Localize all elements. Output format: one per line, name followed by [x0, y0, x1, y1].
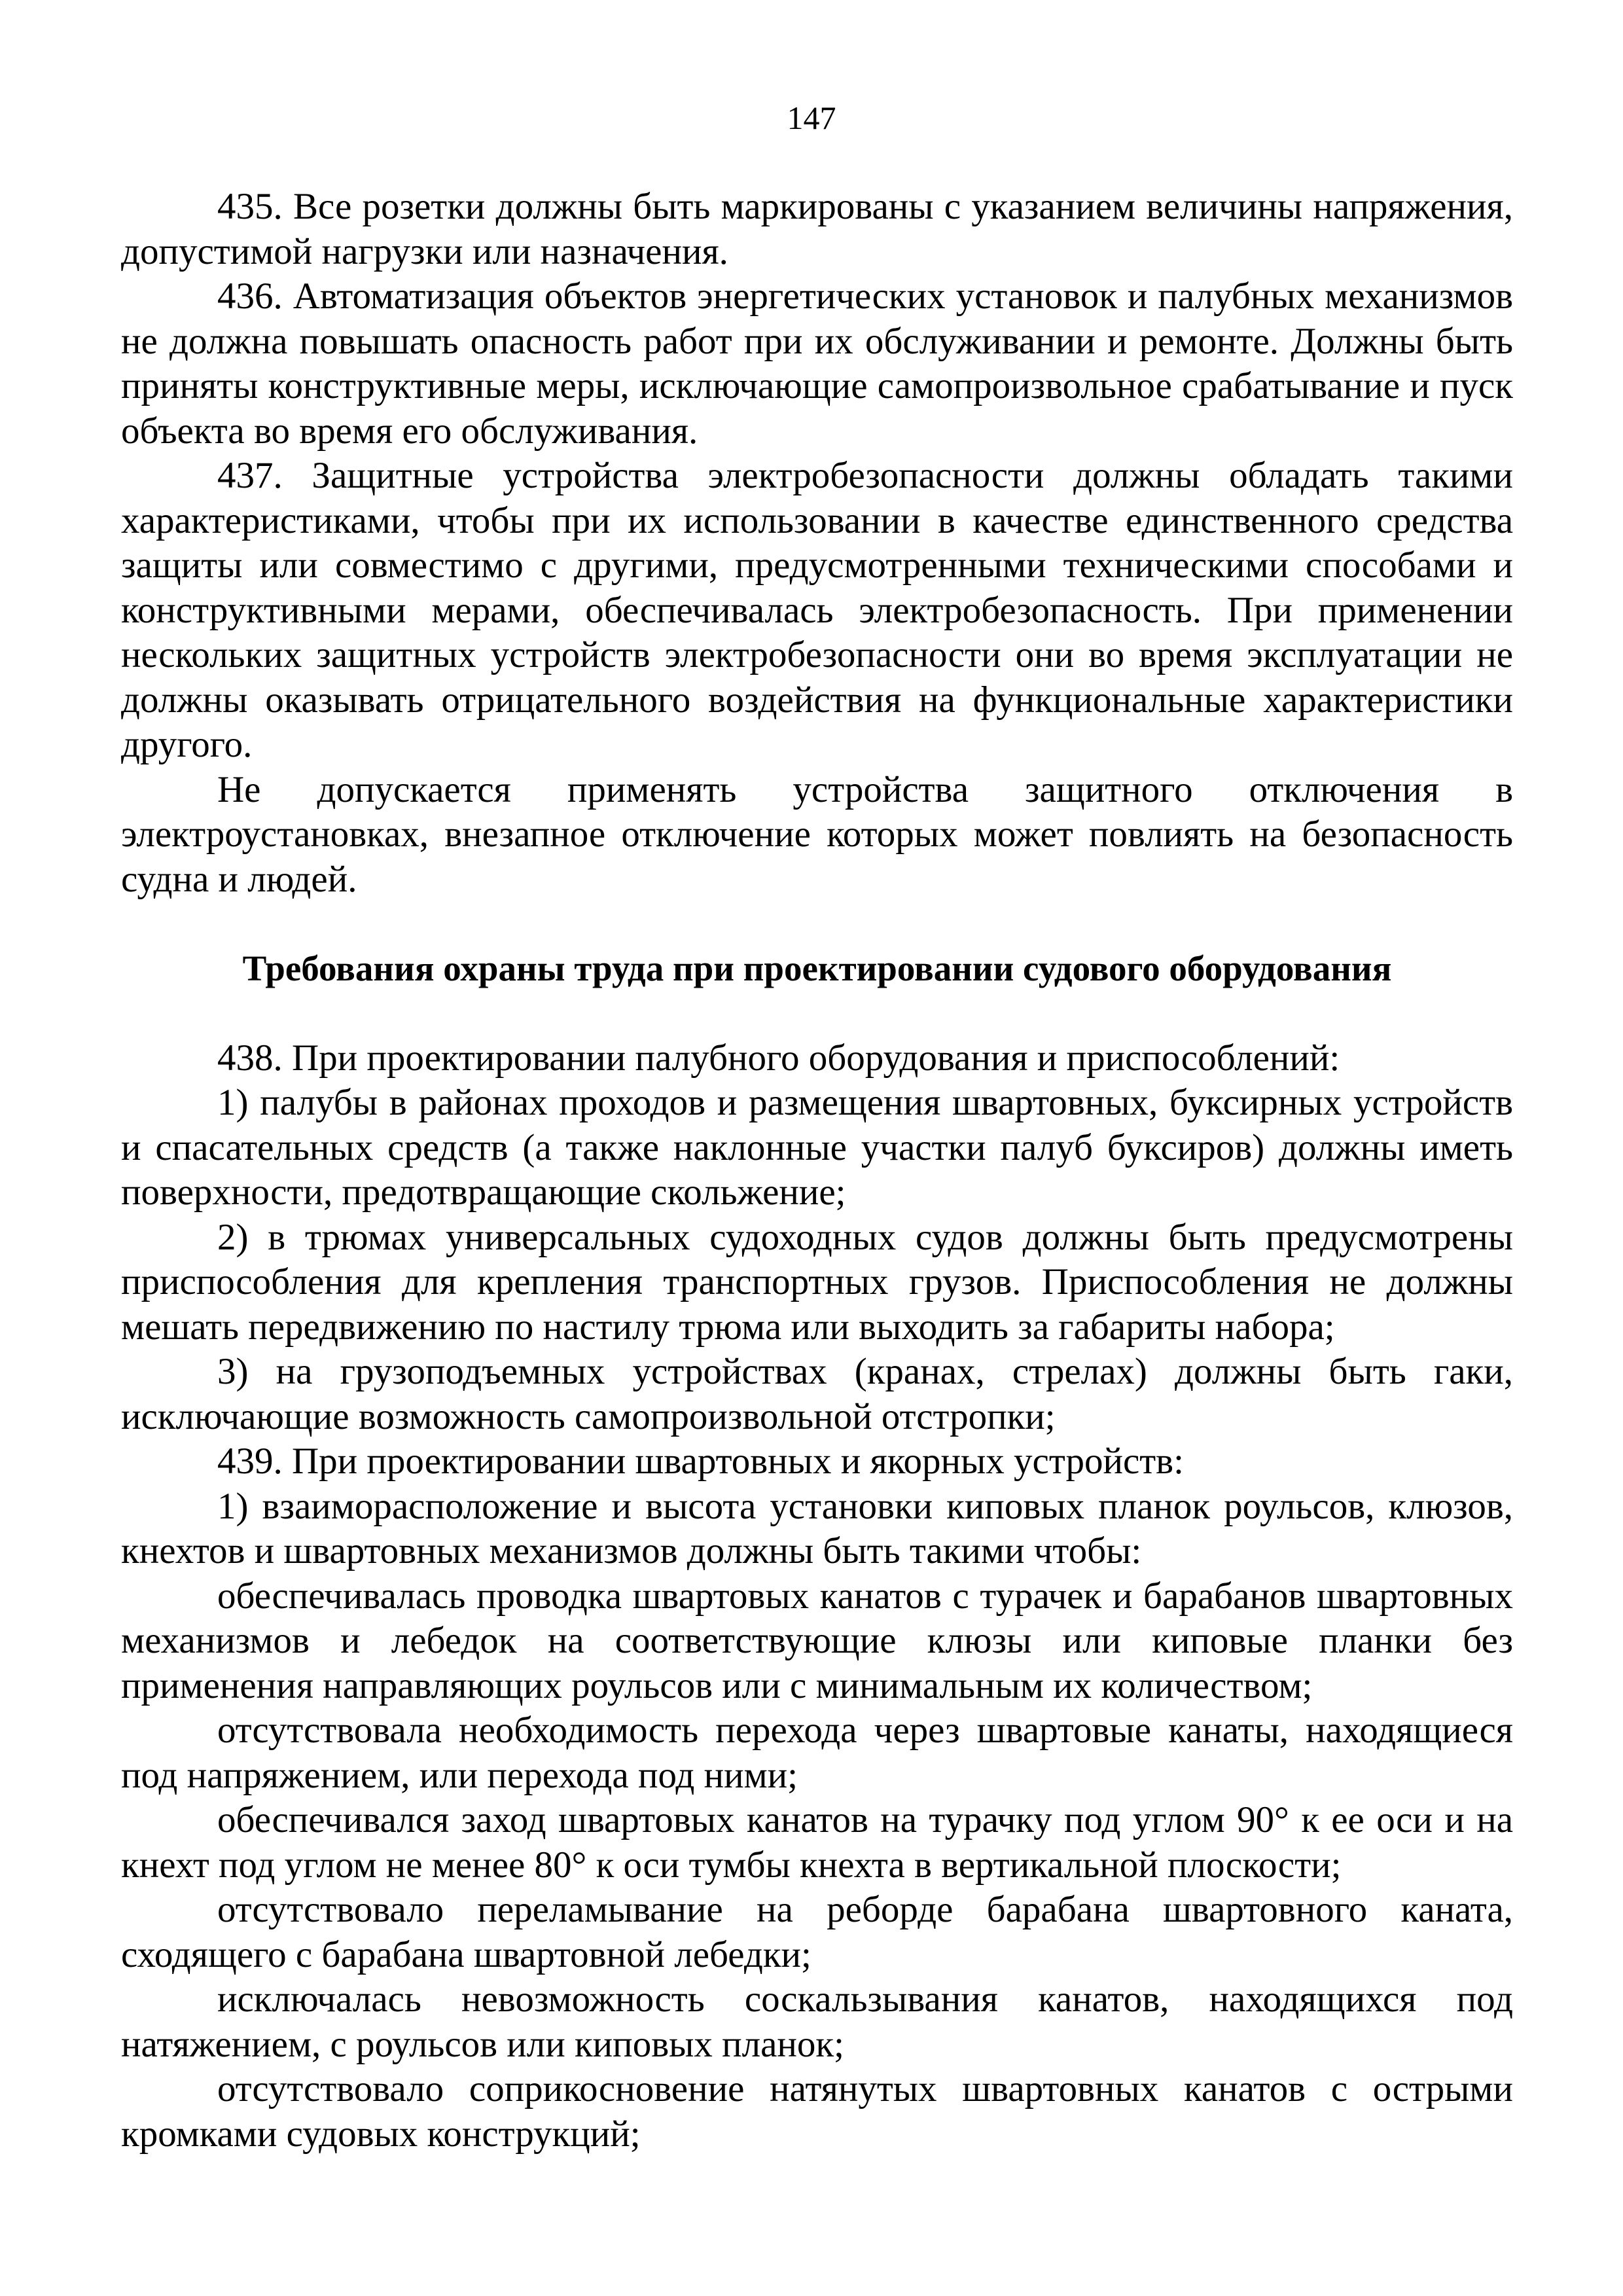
paragraph-436: 436. Автоматизация объектов энергетических установок и палубных механизмов не должна повышать опасность работ при их обслуживании и ремонте. Должны быть приняты конструктивные меры, исключающие самопроизвольное срабатывание и пуск объекта во время его обслуживания.	[121, 276, 1513, 452]
paragraph-438-item-1: 1) палубы в районах проходов и размещения швартовных, буксирных устройств и спасательных средств (а также наклонные участки палуб буксиров) должны иметь поверхности, предотвращающие скольжение;	[121, 1082, 1513, 1213]
paragraph-437-note: Не допускается применять устройства защитного отключения в электроустановках, внезапное отключение которых может повлиять на безопасность судна и людей.	[121, 768, 1513, 900]
paragraph-439: 439. При проектировании швартовных и якорных устройств:	[217, 1441, 1184, 1482]
paragraph-439-sub-6: отсутствовало соприкосновение натянутых швартовных канатов с острыми кромками судовых конструкций;	[121, 2068, 1513, 2155]
paragraph-438: 438. При проектировании палубного оборудования и приспособлений:	[217, 1037, 1340, 1079]
paragraph-437: 437. Защитные устройства электробезопасности должны обладать такими характеристиками, чтобы при их использовании в качестве единственного средства защиты или совместимо с другими, предусмотренными техническими способами и конструктивными мерами, обеспечивалась электробезопасность. При применении нескольких защитных устройств электробезопасности они во время эксплуатации не должны оказывать отрицательного воздействия на функциональные характеристики другого.	[121, 455, 1513, 765]
paragraph-439-sub-1: обеспечивалась проводка швартовых канатов с турачек и барабанов швартовных механизмов и лебедок на соответствующие клюзы или киповые планки без применения направляющих роульсов или с минимальным их количеством;	[121, 1575, 1513, 1706]
paragraph-439-sub-3: обеспечивался заход швартовых канатов на турачку под углом 90° к ее оси и на кнехт под углом не менее 80° к оси тумбы кнехта в вертикальной плоскости;	[121, 1799, 1513, 1886]
paragraph-439-sub-5: исключалась невозможность соскальзывания канатов, находящихся под натяжением, с роульсов или киповых планок;	[121, 1979, 1513, 2065]
section-heading: Требования охраны труда при проектировании судового оборудования	[242, 948, 1392, 988]
paragraph-439-sub-2: отсутствовала необходимость перехода через швартовые канаты, находящиеся под напряжением, или перехода под ними;	[121, 1710, 1513, 1796]
paragraph-439-sub-4: отсутствовало переламывание на реборде барабана швартовного каната, сходящего с барабана швартовной лебедки;	[121, 1889, 1513, 1975]
paragraph-438-item-3: 3) на грузоподъемных устройствах (кранах, стрелах) должны быть гаки, исключающие возможность самопроизвольной отстропки;	[121, 1351, 1513, 1437]
paragraph-438-item-2: 2) в трюмах универсальных судоходных судов должны быть предусмотрены приспособления для крепления транспортных грузов. Приспособления не должны мешать передвижению по настилу трюма или выходить за габариты набора;	[121, 1216, 1513, 1348]
paragraph-439-item-1: 1) взаиморасположение и высота установки киповых планок роульсов, клюзов, кнехтов и швартовных механизмов должны быть такими чтобы:	[121, 1485, 1513, 1571]
document-body	[121, 185, 1513, 2157]
paragraph-435: 435. Все розетки должны быть маркированы с указанием величины напряжения, допустимой нагрузки или назначения.	[121, 186, 1513, 272]
page-number: 147	[787, 99, 836, 136]
